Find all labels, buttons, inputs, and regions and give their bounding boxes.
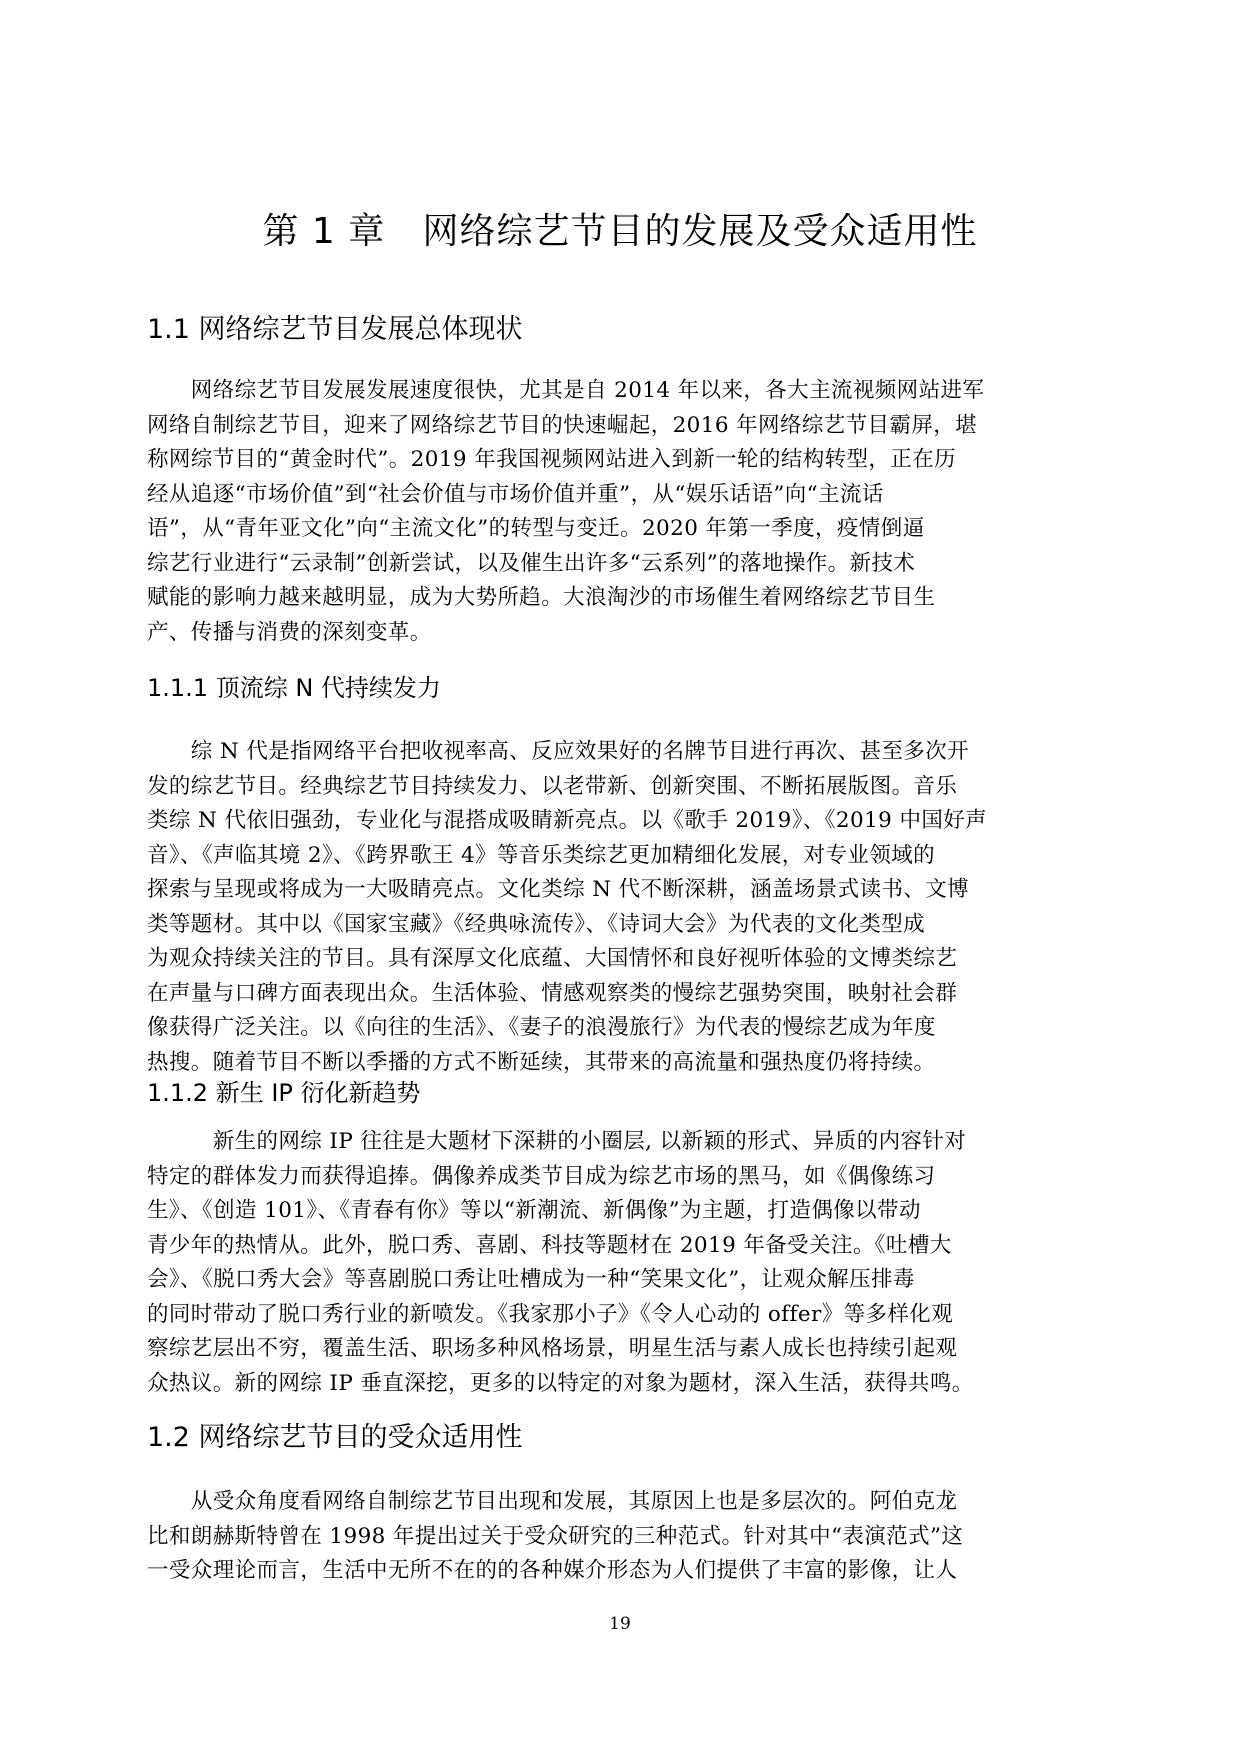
paragraph-line: 生》、《创造 101》、《青春有你》等以“新潮流、新偶像”为主题，打造偶像以带动	[147, 1198, 921, 1223]
paragraph-line: 像获得广泛关注。以《向往的生活》、《妻子的浪漫旅行》为代表的慢综艺成为年度	[147, 1015, 936, 1040]
paragraph-line: 从受众角度看网络自制综艺节目出现和发展，其原因上也是多层次的。阿伯克龙	[147, 1489, 958, 1514]
paragraph-line: 众热议。新的网综 IP 垂直深挖，更多的以特定的对象为题材，深入生活，获得共鸣。	[147, 1370, 974, 1396]
paragraph-line: 热搜。随着节目不断以季播的方式不断延续，其带来的高流量和强热度仍将持续。	[147, 1049, 936, 1075]
page-number: 19	[609, 1614, 631, 1634]
paragraph-line: 网络自制综艺节目，迎来了网络综艺节目的快速崛起，2016 年网络综艺节目霸屏，堪	[147, 412, 978, 438]
paragraph-line: 称网综节目的“黄金时代”。2019 年我国视频网站进入到新一轮的结构转型，正在历	[147, 447, 957, 472]
chapter-title: 第 1 章 网络综艺节目的发展及受众适用性	[262, 211, 978, 252]
paragraph-line: 一受众理论而言，生活中无所不在的的各种媒介形态为人们提供了丰富的影像，让人	[147, 1558, 958, 1583]
section-heading-1-1-2: 1.1.2 新生 IP 衍化新趋势	[147, 1079, 421, 1107]
paragraph-1-1	[147, 374, 1093, 650]
paragraph-line: 特定的群体发力而获得追捧。偶像养成类节目成为综艺市场的黑马，如《偶像练习	[147, 1163, 936, 1189]
paragraph-1-1-1	[147, 735, 1093, 1080]
paragraph-line: 比和朗赫斯特曾在 1998 年提出过关于受众研究的三种范式。针对其中“表演范式”这	[147, 1523, 964, 1549]
paragraph-line: 类等题材。其中以《国家宝藏》《经典咏流传》、《诗词大会》为代表的文化类型成	[147, 911, 926, 937]
paragraph-line: 发的综艺节目。经典综艺节目持续发力、以老带新、创新突围、不断拓展版图。音乐	[147, 773, 958, 799]
paragraph-line: 音》、《声临其境 2》、《跨界歌王 4》等音乐类综艺更加精细化发展，对专业领域的	[147, 842, 936, 868]
paragraph-line: 综艺行业进行“云录制”创新尝试，以及催生出许多“云系列”的落地操作。新技术	[147, 550, 916, 576]
paragraph-line: 新生的网综 IP 往往是大题材下深耕的小圈层, 以新颖的形式、异质的内容针对	[147, 1129, 967, 1154]
paragraph-line: 的同时带动了脱口秀行业的新喷发。《我家那小子》《令人心动的 offer》等多样化观	[147, 1301, 954, 1327]
paragraph-line: 会》、《脱口秀大会》等喜剧脱口秀让吐槽成为一种“笑果文化”，让观众解压排毒	[147, 1267, 915, 1292]
paragraph-line: 青少年的热情从。此外，脱口秀、喜剧、科技等题材在 2019 年备受关注。《吐槽大	[147, 1232, 952, 1258]
paragraph-line: 综 N 代是指网络平台把收视率高、反应效果好的名牌节目进行再次、甚至多次开	[147, 739, 970, 764]
paragraph-line: 产、传播与消费的深刻变革。	[147, 619, 432, 645]
paragraph-line: 赋能的影响力越来越明显，成为大势所趋。大浪淘沙的市场催生着网络综艺节目生	[147, 585, 936, 610]
section-heading-1-1-1: 1.1.1 顶流综 N 代持续发力	[147, 674, 441, 702]
paragraph-line: 语”，从“青年亚文化”向“主流文化”的转型与变迁。2020 年第一季度，疫情倒逼	[147, 516, 925, 541]
paragraph-line: 察综艺层出不穷，覆盖生活、职场多种风格场景，明星生活与素人成长也持续引起观	[147, 1336, 958, 1361]
paragraph-1-1-2	[147, 1125, 1093, 1401]
paragraph-line: 网络综艺节目发展发展速度很快，尤其是自 2014 年以来，各大主流视频网站进军	[147, 378, 985, 403]
paragraph-line: 为观众持续关注的节目。具有深厚文化底蕴、大国情怀和良好视听体验的文博类综艺	[147, 946, 958, 971]
paragraph-line: 探索与呈现或将成为一大吸睛亮点。文化类综 N 代不断深耕，涵盖场景式读书、文博	[147, 877, 970, 902]
section-heading-1-2: 1.2 网络综艺节目的受众适用性	[147, 1422, 523, 1453]
paragraph-1-2	[147, 1485, 1093, 1589]
section-heading-1-1: 1.1 网络综艺节目发展总体现状	[147, 314, 523, 345]
paragraph-line: 经从追逐“市场价值”到“社会价值与市场价值并重”，从“娱乐话语”向“主流话	[147, 481, 884, 507]
paragraph-line: 在声量与口碑方面表现出众。生活体验、情感观察类的慢综艺强势突围，映射社会群	[147, 980, 958, 1006]
paragraph-line: 类综 N 代依旧强劲，专业化与混搭成吸睛新亮点。以《歌手 2019》、《2019 中国好声	[147, 808, 988, 833]
